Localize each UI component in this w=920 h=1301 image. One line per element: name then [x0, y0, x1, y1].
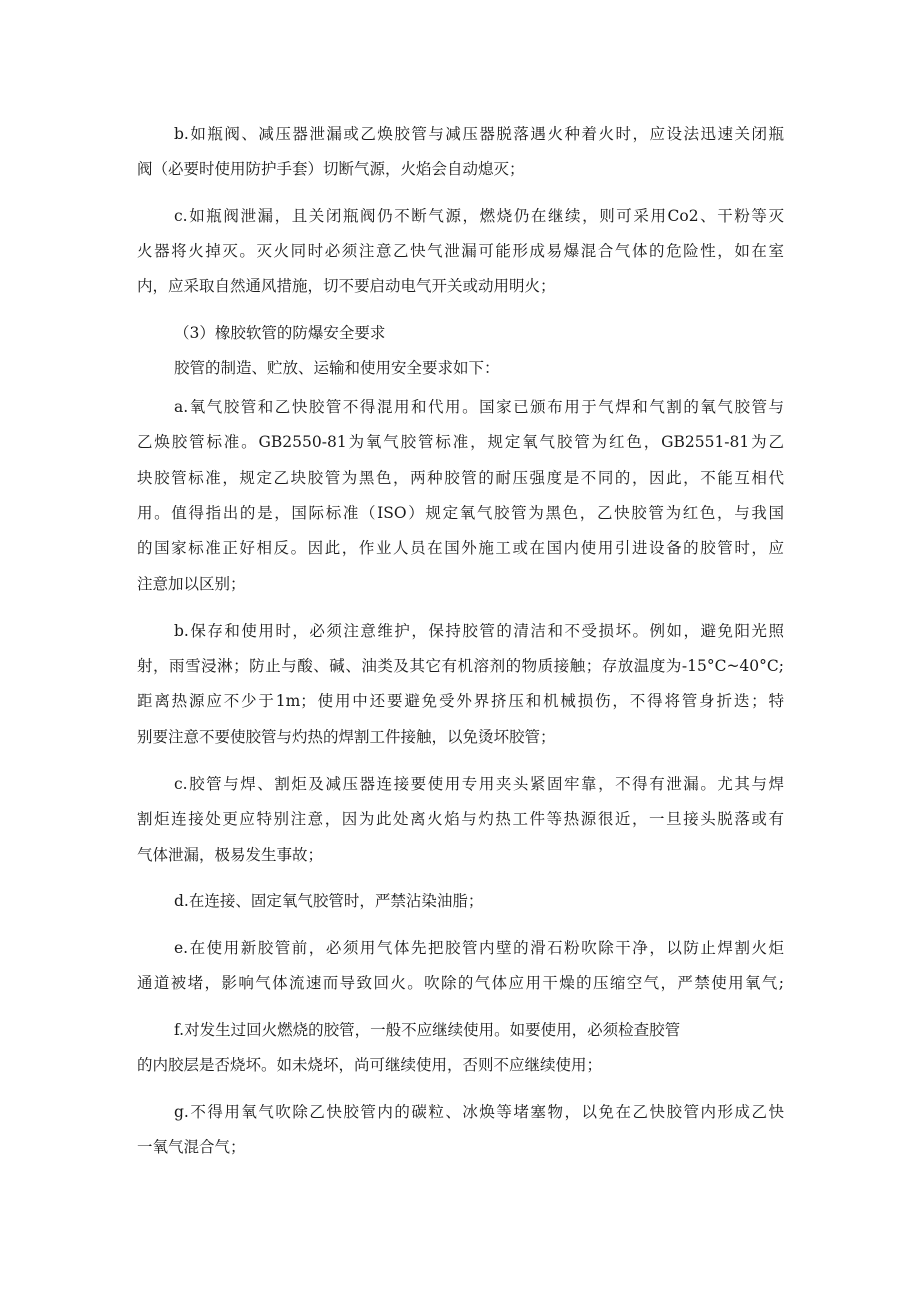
text-line: 射，雨雪浸淋；防止与酸、碱、油类及其它有机溶剂的物质接触；存放温度为-15°C~40°C; [137, 657, 784, 675]
text-line: d.在连接、固定氧气胶管时，严禁沾染油脂； [174, 892, 484, 910]
text-line: c.如瓶阀泄漏，且关闭瓶阀仍不断气源，燃烧仍在继续，则可采用Co2、干粉等灭 [174, 207, 784, 225]
text-line: e.在使用新胶管前，必须用气体先把胶管内壁的滑石粉吹除干净，以防止焊割火炬 [174, 939, 784, 957]
text-line: 距离热源应不少于1m；使用中还要避免受外界挤压和机械损伤，不得将管身折迭；特 [137, 692, 784, 710]
text-line: a.氧气胶管和乙快胶管不得混用和代用。国家已颁布用于气焊和气割的氧气胶管与 [174, 398, 784, 416]
text-line: 胶管的制造、贮放、运输和使用安全要求如下： [174, 359, 500, 377]
text-line: 阀（必要时使用防护手套）切断气源，火焰会自动熄灭； [137, 160, 525, 178]
text-line: 一氧气混合气； [137, 1138, 246, 1156]
text-line: 割炬连接处更应特别注意，因为此处离火焰与灼热工件等热源很近，一旦接头脱落或有 [137, 810, 784, 828]
text-line: c.胶管与焊、割炬及减压器连接要使用专用夹头紧固牢靠，不得有泄漏。尤其与焊 [174, 775, 784, 793]
text-line: 块胶管标准，规定乙块胶管为黑色，两种胶管的耐压强度是不同的，因此，不能互相代 [137, 469, 784, 487]
text-line: b.如瓶阀、减压器泄漏或乙焕胶管与减压器脱落遇火种着火时，应设法迅速关闭瓶 [174, 125, 784, 143]
text-line: g.不得用氧气吹除乙快胶管内的碳粒、冰焕等堵塞物，以免在乙快胶管内形成乙快 [174, 1103, 784, 1121]
text-line: b.保存和使用时，必须注意维护，保持胶管的清洁和不受损坏。例如，避免阳光照 [174, 622, 784, 640]
text-line: 用。值得指出的是，国际标准（ISO）规定氧气胶管为黑色，乙快胶管为红色，与我国 [137, 504, 784, 522]
text-line: 的内胶层是否烧坏。如未烧坏，尚可继续使用，否则不应继续使用； [137, 1056, 603, 1074]
text-line: 的国家标准正好相反。因此，作业人员在国外施工或在国内使用引进设备的胶管时，应 [137, 539, 784, 557]
text-line: 注意加以区别； [137, 575, 246, 593]
text-line: 内，应采取自然通风措施，切不要启动电气开关或动用明火； [137, 277, 556, 295]
text-line: 乙焕胶管标准。GB2550-81为氧气胶管标准，规定氧气胶管为红色，GB2551-81为乙 [137, 433, 784, 451]
text-line: 别要注意不要使胶管与灼热的焊割工件接触，以免烫坏胶管； [137, 728, 556, 746]
text-line: 通道被堵，影响气体流速而导致回火。吹除的气体应用干燥的压缩空气，严禁使用氧气; [137, 974, 784, 992]
text-line: f.对发生过回火燃烧的胶管，一般不应继续使用。如要使用，必须检查胶管 [174, 1021, 681, 1039]
text-line: 气体泄漏，极易发生事故； [137, 846, 324, 864]
section-heading: （3）橡胶软管的防爆安全要求 [174, 324, 386, 342]
text-line: 火器将火掉灭。灭火同时必须注意乙快气泄漏可能形成易爆混合气体的危险性，如在室 [137, 242, 784, 260]
